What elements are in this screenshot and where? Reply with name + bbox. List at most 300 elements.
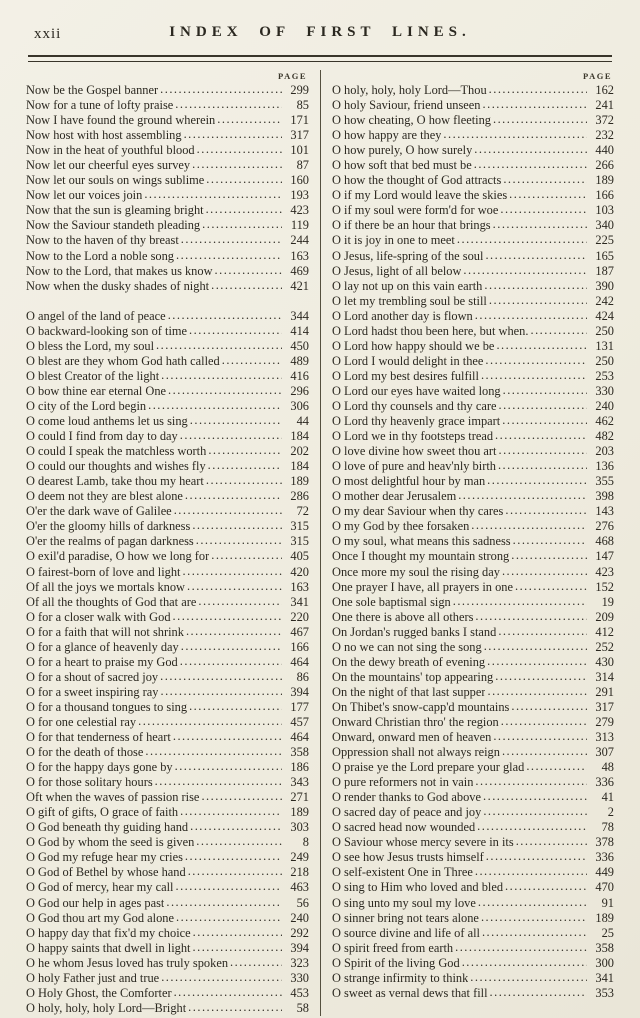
dot-leader [178, 655, 282, 670]
index-entry [332, 249, 614, 264]
entry-page-number: 19 [601, 594, 614, 609]
dot-leader [475, 820, 587, 835]
entry-first-line: O dearest Lamb, take thou my heart [26, 474, 204, 489]
index-entry [332, 715, 614, 730]
dot-leader [173, 98, 282, 113]
entry-first-line: O for the death of those [26, 745, 144, 760]
dot-leader [186, 865, 282, 880]
entry-first-line: O God beneath thy guiding hand [26, 820, 189, 835]
entry-first-line: O God thou art my God alone [26, 910, 174, 925]
entry-first-line: O love divine how sweet thou art [332, 444, 497, 459]
dot-leader [182, 128, 282, 143]
entry-page-number: 103 [595, 203, 614, 218]
entry-page-number: 244 [290, 233, 309, 248]
entry-first-line: Now be the Gospel banner [26, 83, 159, 97]
entry-page-number: 240 [290, 910, 309, 925]
index-entry [332, 850, 614, 865]
double-rule-divider [28, 55, 612, 62]
entry-page-number: 394 [290, 684, 309, 699]
dot-leader [453, 941, 587, 956]
entry-page-number: 440 [595, 143, 614, 158]
entry-page-number: 241 [595, 98, 614, 113]
entry-first-line: O he whom Jesus loved has truly spoken [26, 955, 229, 970]
entry-first-line: O Lord thy counsels and thy care [332, 398, 497, 413]
index-entry [26, 880, 309, 895]
dot-leader [482, 279, 587, 294]
entry-first-line: O Lord our eyes have waited long [332, 383, 501, 398]
dot-leader [472, 143, 587, 158]
entry-first-line: O could our thoughts and wishes fly [26, 459, 206, 474]
entry-first-line: O for the happy days gone by [26, 760, 173, 775]
entry-first-line: O most delightful hour by man [332, 474, 486, 489]
dot-leader [485, 655, 587, 670]
entry-page-number: 296 [290, 383, 309, 398]
entry-first-line: Oft when the waves of passion rise [26, 790, 200, 805]
dot-leader [190, 519, 282, 534]
entry-first-line: O source divine and life of all [332, 925, 480, 940]
entry-first-line: O for a heart to praise my God [26, 654, 178, 669]
entry-page-number: 343 [290, 775, 309, 790]
dot-leader [509, 700, 587, 715]
entry-first-line: O fairest-born of love and light [26, 564, 181, 579]
entry-page-number: 101 [290, 143, 309, 158]
entry-page-number: 189 [595, 910, 614, 925]
entry-first-line: O sing unto my soul my love [332, 895, 476, 910]
entry-first-line: One prayer I have, all prayers in one [332, 579, 513, 594]
index-entry [26, 640, 309, 655]
entry-first-line: O render thanks to God above [332, 790, 481, 805]
entry-first-line: O God of Bethel by whose hand [26, 865, 186, 880]
entry-page-number: 203 [595, 444, 614, 459]
entry-page-number: 330 [290, 970, 309, 985]
entry-first-line: O'er the gloomy hills of darkness [26, 519, 191, 534]
entry-page-number: 8 [302, 835, 309, 850]
index-entry [26, 775, 309, 790]
entry-first-line: O'er the dark wave of Galilee [26, 504, 172, 519]
dot-leader [158, 670, 282, 685]
dot-leader [196, 595, 282, 610]
index-entry [332, 173, 614, 188]
entry-first-line: Of all the thoughts of God that are [26, 594, 197, 609]
entry-first-line: Now I have found the ground wherein [26, 113, 216, 128]
entry-first-line: O happy day that fix'd my choice [26, 925, 191, 940]
entry-page-number: 315 [290, 519, 309, 534]
entry-page-number: 317 [595, 699, 614, 714]
index-entry [26, 309, 309, 324]
index-entry [332, 294, 614, 309]
dot-leader [500, 745, 587, 760]
entry-page-number: 189 [290, 474, 309, 489]
dot-leader [441, 128, 587, 143]
entry-page-number: 166 [290, 639, 309, 654]
index-entry [26, 926, 309, 941]
index-entry [26, 715, 309, 730]
entry-page-number: 85 [296, 98, 309, 113]
index-entry [26, 700, 309, 715]
page-header [26, 24, 614, 48]
dot-leader [483, 249, 587, 264]
entry-page-number: 414 [290, 323, 309, 338]
index-entry [332, 971, 614, 986]
entry-first-line: O holy Saviour, friend unseen [332, 98, 481, 113]
dot-leader [185, 580, 282, 595]
index-entry [26, 805, 309, 820]
dot-leader [158, 685, 282, 700]
entry-first-line: O bless the Lord, my soul [26, 338, 155, 353]
entry-page-number: 420 [290, 564, 309, 579]
dot-leader [491, 218, 587, 233]
index-entry [332, 98, 614, 113]
entry-page-number: 252 [595, 639, 614, 654]
index-entry [26, 414, 309, 429]
index-entry [26, 203, 309, 218]
entry-page-number: 358 [290, 745, 309, 760]
entry-first-line: O God our help in ages past [26, 895, 165, 910]
entry-page-number: 372 [595, 113, 614, 128]
entry-page-number: 489 [290, 353, 309, 368]
dot-leader [154, 339, 282, 354]
dot-leader [496, 625, 587, 640]
dot-leader [473, 610, 587, 625]
index-entry [26, 324, 309, 339]
index-entry [26, 459, 309, 474]
entry-first-line: O for a closer walk with God [26, 609, 171, 624]
index-entry [26, 986, 309, 1001]
index-entry [332, 805, 614, 820]
dot-leader [500, 414, 587, 429]
dot-leader [503, 504, 587, 519]
dot-leader [494, 339, 587, 354]
dot-leader [171, 610, 282, 625]
dot-leader [500, 565, 587, 580]
entry-page-number: 378 [595, 835, 614, 850]
index-entry [332, 339, 614, 354]
entry-page-number: 162 [595, 83, 614, 97]
entry-page-number: 450 [290, 338, 309, 353]
entry-page-number: 276 [595, 519, 614, 534]
entry-first-line: O how the thought of God attracts [332, 173, 502, 188]
index-entry [26, 730, 309, 745]
entry-first-line: O Spirit of the living God [332, 955, 460, 970]
index-entry [332, 279, 614, 294]
dot-leader [455, 233, 587, 248]
index-entry [332, 83, 614, 98]
dot-leader [166, 384, 282, 399]
entry-page-number: 160 [290, 173, 309, 188]
entry-first-line: O holy Father just and true [26, 970, 160, 985]
dot-leader [480, 926, 587, 941]
index-entry [332, 926, 614, 941]
index-entry [332, 414, 614, 429]
dot-leader [499, 715, 587, 730]
dot-leader [158, 83, 282, 98]
dot-leader [513, 580, 587, 595]
index-entry [26, 158, 309, 173]
entry-first-line: O Lord my best desires fulfill [332, 368, 479, 383]
entry-page-number: 171 [290, 113, 309, 128]
dot-leader [195, 143, 282, 158]
index-entry [26, 865, 309, 880]
entry-first-line: O God my refuge hear my cries [26, 850, 183, 865]
entry-page-number: 87 [296, 158, 309, 173]
entry-page-number: 271 [290, 790, 309, 805]
entry-page-number: 423 [290, 203, 309, 218]
entry-page-number: 314 [595, 669, 614, 684]
index-entry [26, 519, 309, 534]
entry-first-line: Now in the heat of youthful blood [26, 143, 195, 158]
index-entry [26, 489, 309, 504]
index-entry [26, 745, 309, 760]
entry-page-number: 184 [290, 459, 309, 474]
entry-first-line: O sing to Him who loved and bled [332, 880, 504, 895]
entry-first-line: O sacred head now wounded [332, 820, 476, 835]
entry-first-line: O for a sweet inspiring ray [26, 684, 159, 699]
entry-first-line: O my soul, what means this sadness [332, 534, 511, 549]
index-entry [26, 113, 309, 128]
entry-page-number: 468 [595, 534, 614, 549]
entry-first-line: O blest are they whom God hath called [26, 353, 220, 368]
dot-leader [174, 249, 282, 264]
dot-leader [200, 218, 282, 233]
index-entry [26, 565, 309, 580]
entry-page-number: 286 [290, 489, 309, 504]
entry-page-number: 209 [595, 609, 614, 624]
index-entry [26, 218, 309, 233]
index-entry [26, 399, 309, 414]
entry-page-number: 218 [290, 865, 309, 880]
entry-first-line: O sinner bring not tears alone [332, 910, 479, 925]
entry-page-number: 202 [290, 444, 309, 459]
entry-first-line: O'er the realms of pagan darkness [26, 534, 194, 549]
index-entry [26, 625, 309, 640]
entry-page-number: 292 [290, 925, 309, 940]
entry-first-line: O sweet as vernal dews that fill [332, 985, 488, 1000]
entry-page-number: 48 [601, 760, 614, 775]
dot-leader [194, 534, 282, 549]
dot-leader [456, 489, 587, 504]
index-entry [332, 865, 614, 880]
dot-leader [194, 835, 282, 850]
index-entry [26, 98, 309, 113]
index-entry [332, 745, 614, 760]
entry-page-number: 193 [290, 188, 309, 203]
entry-first-line: O Lord we in thy footsteps tread [332, 429, 494, 444]
entry-page-number: 416 [290, 368, 309, 383]
entry-page-number: 189 [595, 173, 614, 188]
index-entry [26, 610, 309, 625]
entry-page-number: 355 [595, 474, 614, 489]
dot-leader [191, 926, 282, 941]
index-entry [26, 670, 309, 685]
dot-leader [188, 414, 282, 429]
entry-page-number: 225 [595, 233, 614, 248]
entry-list-left [26, 83, 309, 1016]
index-entry [26, 264, 309, 279]
index-entry [332, 324, 614, 339]
index-entry [26, 580, 309, 595]
index-entry [26, 128, 309, 143]
dot-leader [484, 850, 587, 865]
dot-leader [485, 685, 587, 700]
entry-first-line: O how cheating, O how fleeting [332, 113, 491, 128]
entry-page-number: 430 [595, 654, 614, 669]
entry-first-line: O praise ye the Lord prepare your glad [332, 760, 525, 775]
dot-leader [183, 850, 282, 865]
entry-page-number: 86 [296, 669, 309, 684]
index-entry [332, 580, 614, 595]
index-entry [332, 399, 614, 414]
dot-leader [172, 986, 282, 1001]
dot-leader [204, 173, 282, 188]
entry-page-number: 421 [290, 278, 309, 293]
entry-first-line: O God by whom the seed is given [26, 835, 195, 850]
entry-page-number: 462 [595, 414, 614, 429]
entry-first-line: Now the Saviour standeth pleading [26, 218, 201, 233]
entry-page-number: 323 [290, 955, 309, 970]
index-entry [332, 911, 614, 926]
entry-first-line: O angel of the land of peace [26, 308, 166, 323]
entry-page-number: 453 [290, 985, 309, 1000]
entry-page-number: 340 [595, 218, 614, 233]
entry-page-number: 279 [595, 714, 614, 729]
index-entry [26, 339, 309, 354]
index-entry [332, 685, 614, 700]
dot-leader [186, 1001, 282, 1016]
index-entry [332, 188, 614, 203]
entry-page-number: 163 [290, 579, 309, 594]
entry-first-line: O holy, holy, holy Lord—Thou [332, 83, 487, 97]
dot-leader [493, 429, 587, 444]
index-entry [332, 775, 614, 790]
entry-first-line: Oppression shall not always reign [332, 745, 500, 760]
index-entry [332, 760, 614, 775]
index-entry [332, 610, 614, 625]
dot-leader [481, 805, 587, 820]
entry-first-line: O lay not up on this vain earth [332, 278, 483, 293]
index-entry [332, 264, 614, 279]
dot-leader [190, 158, 282, 173]
entry-page-number: 344 [290, 308, 309, 323]
entry-page-number: 470 [595, 880, 614, 895]
entry-first-line: Now to the haven of thy breast [26, 233, 179, 248]
entry-page-number: 166 [595, 188, 614, 203]
dot-leader [491, 730, 587, 745]
dot-leader [206, 444, 282, 459]
entry-page-number: 147 [595, 549, 614, 564]
entry-page-number: 2 [607, 805, 614, 820]
entry-first-line: O how purely, O how surely [332, 143, 473, 158]
index-entry [26, 685, 309, 700]
index-entry [332, 113, 614, 128]
entry-page-number: 469 [290, 263, 309, 278]
index-entry [26, 384, 309, 399]
index-entry [26, 504, 309, 519]
index-entry [26, 444, 309, 459]
entry-first-line: On the mountains' top appearing [332, 669, 494, 684]
index-entry [332, 504, 614, 519]
index-entry [332, 474, 614, 489]
index-entry [332, 820, 614, 835]
dot-leader [497, 444, 588, 459]
entry-page-number: 266 [595, 158, 614, 173]
entry-first-line: Once I thought my mountain strong [332, 549, 510, 564]
index-entry [26, 790, 309, 805]
entry-page-number: 353 [595, 985, 614, 1000]
dot-leader [493, 670, 587, 685]
entry-first-line: O Lord how happy should we be [332, 338, 495, 353]
index-entry [26, 971, 309, 986]
entry-first-line: O self-existent One in Three [332, 865, 473, 880]
page-title: INDEX OF FIRST LINES. [169, 24, 471, 40]
dot-leader [174, 911, 282, 926]
dot-leader [485, 474, 587, 489]
entry-page-number: 44 [296, 414, 309, 429]
index-entry [26, 233, 309, 248]
entry-first-line: Now when the dusky shades of night [26, 278, 210, 293]
entry-page-number: 358 [595, 940, 614, 955]
entry-page-number: 464 [290, 730, 309, 745]
index-entry [332, 986, 614, 1001]
entry-first-line: O for a faith that will not shrink [26, 624, 184, 639]
entry-first-line: O strange infirmity to think [332, 970, 469, 985]
entry-first-line: O Lord thy heavenly grace impart [332, 414, 501, 429]
entry-first-line: O backward-looking son of time [26, 323, 188, 338]
entry-page-number: 306 [290, 398, 309, 413]
entry-page-number: 341 [290, 594, 309, 609]
entry-first-line: O Jesus, light of all below [332, 263, 462, 278]
dot-leader [179, 233, 282, 248]
entry-first-line: Now let our souls on wings sublime [26, 173, 205, 188]
dot-leader [204, 474, 282, 489]
entry-first-line: O could I find from day to day [26, 429, 178, 444]
entry-first-line: O Holy Ghost, the Comforter [26, 985, 172, 1000]
entry-page-number: 56 [296, 895, 309, 910]
entry-page-number: 303 [290, 820, 309, 835]
entry-first-line: O for a thousand tongues to sing [26, 699, 188, 714]
index-entry [26, 83, 309, 98]
index-entry [26, 173, 309, 188]
index-entry [332, 534, 614, 549]
entry-first-line: Of all the joys we mortals know [26, 579, 185, 594]
index-entry [332, 670, 614, 685]
entry-page-number: 165 [595, 248, 614, 263]
dot-leader [461, 264, 587, 279]
entry-page-number: 412 [595, 624, 614, 639]
entry-first-line: O Jesus, life-spring of the soul [332, 248, 484, 263]
dot-leader [159, 971, 282, 986]
entry-page-number: 143 [595, 504, 614, 519]
entry-page-number: 449 [595, 865, 614, 880]
entry-first-line: O pure reformers not in vain [332, 775, 474, 790]
dot-leader [487, 294, 587, 309]
dot-leader [171, 730, 282, 745]
entry-page-number: 424 [595, 308, 614, 323]
index-entry [26, 835, 309, 850]
index-entry [26, 369, 309, 384]
entry-first-line: O come loud anthems let us sing [26, 414, 188, 429]
entry-first-line: O spirit freed from earth [332, 940, 454, 955]
dot-leader [143, 745, 282, 760]
index-entry [332, 369, 614, 384]
entry-first-line: O how soft that bed must be [332, 158, 472, 173]
entry-first-line: O for one celestial ray [26, 714, 137, 729]
entry-first-line: O my God by thee forsaken [332, 519, 470, 534]
dot-leader [166, 309, 282, 324]
dot-leader [178, 805, 282, 820]
index-entry [332, 128, 614, 143]
dot-leader [451, 595, 587, 610]
entry-page-number: 177 [290, 699, 309, 714]
